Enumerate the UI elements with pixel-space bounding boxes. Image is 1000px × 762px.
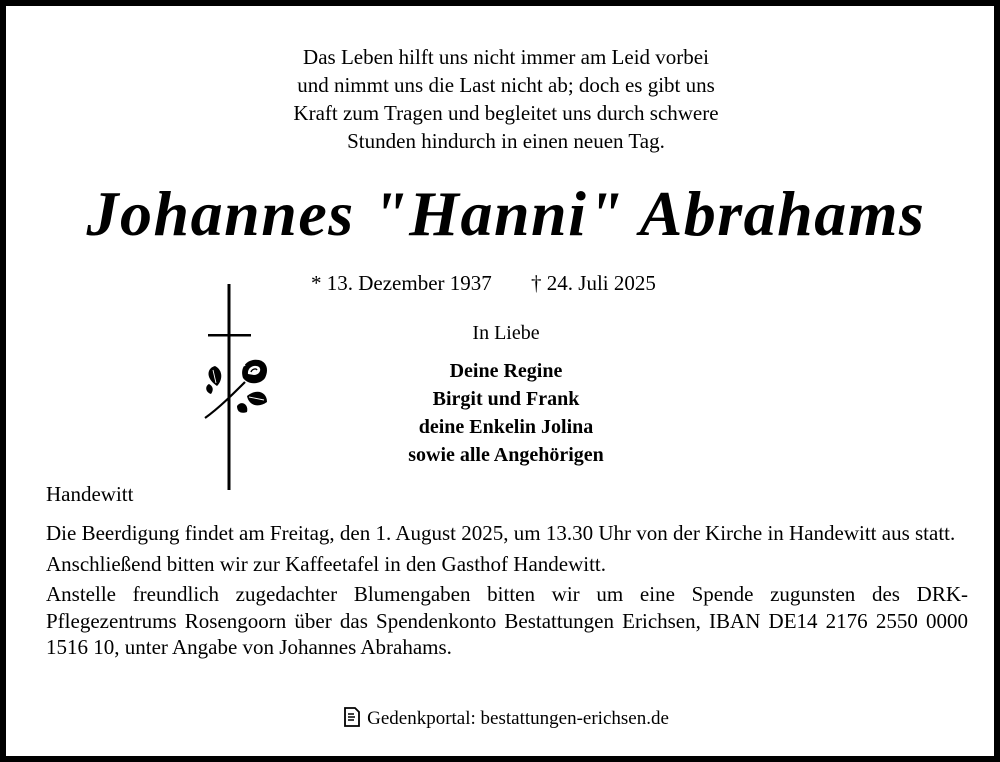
poem-line: Stunden hindurch in einen neuen Tag. — [347, 129, 665, 153]
mourner-name: Birgit und Frank — [432, 388, 580, 410]
poem-line: Das Leben hilft uns nicht immer am Leid vorbei — [303, 45, 709, 69]
funeral-details — [46, 520, 968, 665]
memorial-portal — [6, 706, 1000, 732]
place: Handewitt — [46, 482, 134, 506]
in-liebe-label: In Liebe — [472, 322, 540, 344]
portal-text[interactable]: Gedenkportal: bestattungen-erichsen.de — [367, 708, 669, 729]
portal-logo-icon — [343, 706, 361, 728]
donation-paragraph: Anstelle freundlich zugedachter Blumengaben bitten wir um eine Spende zugunsten des DRK-Pflegezentrums Rosengoorn über das Spendenkonto Bestattungen Erichsen, IBAN DE14 2176 2550 0000 1516 10, unter Angabe von Johannes Abrahams. — [46, 582, 968, 659]
mourner-name: Deine Regine — [449, 360, 563, 382]
poem-line: Kraft zum Tragen und begleitet uns durch schwere — [293, 101, 719, 125]
life-dates — [311, 269, 656, 297]
deceased-name: Johannes "Hanni" Abrahams — [86, 178, 926, 249]
poem — [6, 43, 1000, 155]
death-date: † 24. Juli 2025 — [531, 271, 656, 295]
mourner-name: deine Enkelin Jolina — [418, 416, 594, 438]
coffee-paragraph: Anschließend bitten wir zur Kaffeetafel in den Gasthof Handewitt. — [46, 551, 607, 576]
mourners-list — [6, 357, 1000, 469]
funeral-paragraph: Die Beerdigung findet am Freitag, den 1. August 2025, um 13.30 Uhr von der Kirche in Handewitt aus statt. — [46, 521, 956, 545]
birth-date: * 13. Dezember 1937 — [311, 271, 492, 295]
mourner-name: sowie alle Angehörigen — [408, 444, 604, 466]
poem-line: und nimmt uns die Last nicht ab; doch es gibt uns — [297, 73, 715, 97]
